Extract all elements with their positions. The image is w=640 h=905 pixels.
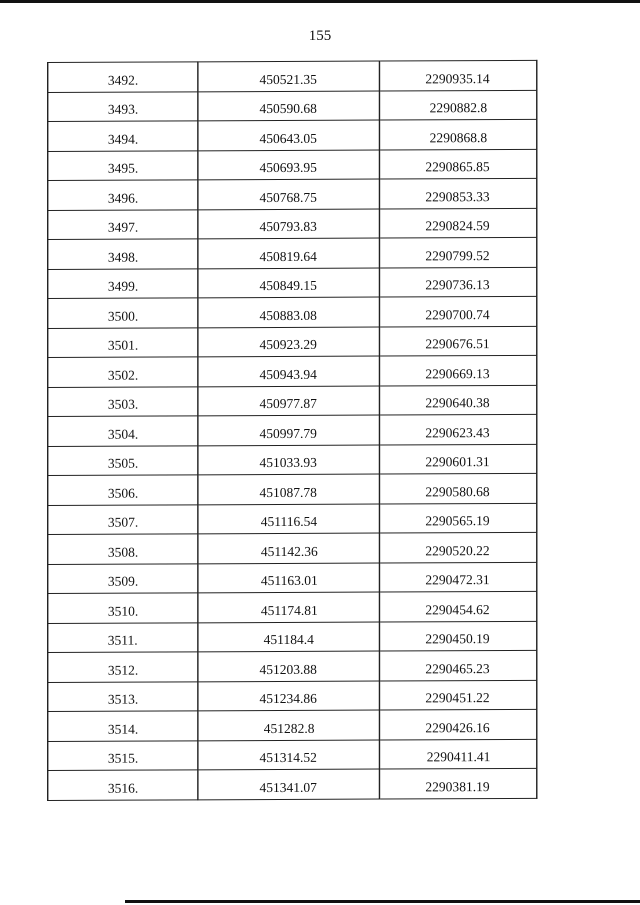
cell-text: 450997.79 [259, 425, 318, 441]
table-row [48, 326, 537, 358]
x-coordinate-cell [198, 533, 380, 563]
x-coordinate-cell [198, 386, 380, 416]
y-coordinate-cell [379, 60, 536, 90]
x-coordinate-cell [198, 91, 380, 121]
cell-text: 450943.94 [259, 366, 318, 382]
cell-text: 3508. [107, 544, 138, 560]
cell-text: 3511. [107, 632, 138, 648]
x-coordinate-cell [198, 356, 380, 386]
table-row [48, 90, 537, 122]
cell-text: 2290381.19 [426, 778, 491, 794]
point-number-cell [48, 445, 198, 475]
cell-text: 2290799.52 [426, 247, 491, 263]
cell-text: 3496. [107, 190, 138, 206]
cell-text: 450590.68 [259, 100, 318, 117]
table-row [48, 562, 537, 594]
cell-text: 2290865.85 [426, 159, 491, 175]
table-row [48, 237, 537, 269]
cell-text: 2290824.59 [426, 218, 491, 234]
point-number-cell [48, 740, 198, 770]
table-row [48, 178, 537, 210]
x-coordinate-cell [198, 622, 380, 652]
cell-text: 2290465.23 [426, 660, 491, 676]
cell-text: 450849.15 [259, 277, 318, 294]
y-coordinate-cell [379, 709, 536, 739]
page-number: 155 [308, 28, 332, 44]
cell-text: 2290601.31 [426, 454, 491, 470]
y-coordinate-cell [379, 621, 536, 651]
cell-text: 3494. [107, 131, 138, 147]
point-number-cell [48, 268, 198, 298]
table-row [48, 119, 537, 151]
x-coordinate-cell [198, 327, 380, 357]
x-coordinate-cell [198, 209, 380, 239]
y-coordinate-cell [379, 149, 536, 179]
table-row [48, 149, 537, 181]
cell-text: 2290640.38 [426, 395, 491, 411]
bottom-scan-border [125, 900, 640, 903]
cell-text: 450883.08 [259, 307, 318, 323]
cell-text: 2290676.51 [426, 336, 491, 352]
table-body [48, 60, 537, 800]
cell-text: 451163.01 [260, 572, 318, 589]
cell-text: 3512. [107, 662, 138, 678]
cell-text: 3513. [107, 691, 138, 707]
cell-text: 451087.78 [259, 484, 318, 500]
y-coordinate-cell [379, 680, 536, 710]
cell-text: 3516. [107, 780, 138, 796]
y-coordinate-cell [379, 296, 536, 326]
point-number-cell [48, 62, 198, 92]
y-coordinate-cell [379, 739, 536, 769]
x-coordinate-cell [198, 474, 380, 504]
table-row [48, 60, 537, 92]
y-coordinate-cell [379, 768, 536, 798]
cell-text: 2290580.68 [426, 483, 491, 499]
cell-text: 2290623.43 [426, 424, 491, 440]
point-number-cell [48, 386, 198, 416]
x-coordinate-cell [198, 179, 380, 209]
y-coordinate-cell [379, 208, 536, 238]
cell-text: 2290520.22 [426, 542, 491, 558]
table-row [48, 680, 537, 712]
point-number-cell [48, 209, 198, 239]
cell-text: 451174.81 [260, 602, 318, 618]
cell-text: 3515. [107, 750, 138, 766]
cell-text: 2290472.31 [426, 572, 491, 588]
cell-text: 450923.29 [259, 336, 318, 353]
point-number-cell [48, 563, 198, 593]
cell-text: 2290736.13 [426, 277, 491, 293]
cell-text: 3509. [107, 573, 138, 589]
cell-text: 2290565.19 [426, 513, 491, 529]
point-number-cell [48, 622, 198, 652]
cell-text: 2290450.19 [426, 631, 491, 647]
cell-text: 3493. [107, 101, 138, 117]
point-number-cell [48, 681, 198, 711]
point-number-cell [48, 327, 198, 357]
cell-text: 3499. [107, 278, 138, 294]
cell-text: 451116.54 [260, 513, 317, 530]
y-coordinate-cell [379, 237, 536, 267]
x-coordinate-cell [198, 238, 380, 268]
point-number-cell [48, 475, 198, 505]
table-row [48, 709, 537, 741]
cell-text: 451142.36 [260, 543, 318, 559]
table-row [48, 296, 537, 328]
y-coordinate-cell [379, 326, 536, 356]
point-number-cell [48, 770, 198, 800]
cell-text: 450977.87 [259, 395, 318, 412]
table-row [48, 267, 537, 299]
cell-text: 3514. [107, 721, 138, 737]
cell-text: 450793.83 [259, 218, 318, 235]
cell-text: 2290411.41 [426, 749, 490, 765]
cell-text: 3505. [107, 455, 138, 471]
point-number-cell [48, 711, 198, 741]
cell-text: 2290700.74 [426, 306, 491, 322]
table-row [48, 591, 537, 623]
cell-text: 3502. [107, 367, 138, 383]
cell-text: 3501. [107, 337, 138, 353]
point-number-cell [48, 652, 198, 682]
cell-text: 450521.35 [259, 71, 318, 87]
x-coordinate-cell [198, 769, 380, 799]
cell-text: 451341.07 [259, 779, 318, 795]
point-number-cell [48, 298, 198, 328]
cell-text: 3500. [107, 308, 138, 324]
cell-text: 451282.8 [263, 720, 315, 736]
cell-text: 2290669.13 [426, 365, 491, 381]
table-row [48, 208, 537, 240]
x-coordinate-cell [198, 592, 380, 622]
cell-text: 2290454.62 [426, 601, 491, 617]
x-coordinate-cell [198, 563, 380, 593]
x-coordinate-cell [198, 150, 380, 180]
cell-text: 3492. [107, 72, 138, 88]
point-number-cell [48, 239, 198, 269]
cell-text: 451184.4 [263, 631, 314, 648]
y-coordinate-cell [379, 473, 536, 503]
table-row [48, 768, 537, 800]
table-row [48, 532, 537, 564]
y-coordinate-cell [379, 355, 536, 385]
table-row [48, 385, 537, 417]
cell-text: 3506. [107, 485, 138, 501]
point-number-cell [48, 121, 198, 151]
y-coordinate-cell [379, 385, 536, 415]
y-coordinate-cell [379, 650, 536, 680]
table-row [48, 473, 537, 505]
cell-text: 451234.86 [259, 690, 318, 707]
cell-text: 450643.05 [259, 130, 318, 146]
cell-text: 450693.95 [259, 159, 318, 176]
x-coordinate-cell [198, 445, 380, 475]
y-coordinate-cell [379, 503, 536, 533]
table-row [48, 621, 537, 653]
y-coordinate-cell [379, 90, 536, 120]
cell-text: 2290451.22 [426, 690, 491, 706]
point-number-cell [48, 357, 198, 387]
cell-text: 3504. [107, 426, 138, 442]
cell-text: 451203.88 [259, 661, 318, 677]
y-coordinate-cell [379, 562, 536, 592]
y-coordinate-cell [379, 267, 536, 297]
x-coordinate-cell [198, 120, 380, 150]
x-coordinate-cell [198, 504, 380, 534]
table-row [48, 414, 537, 446]
x-coordinate-cell [198, 297, 380, 327]
cell-text: 2290868.8 [429, 129, 487, 145]
y-coordinate-cell [379, 119, 536, 149]
table-row [48, 444, 537, 476]
x-coordinate-cell [198, 681, 380, 711]
y-coordinate-cell [379, 414, 536, 444]
cell-text: 3503. [107, 396, 138, 412]
y-coordinate-cell [379, 444, 536, 474]
point-number-cell [48, 91, 198, 121]
point-number-cell [48, 416, 198, 446]
top-scan-border [0, 0, 640, 3]
x-coordinate-cell [198, 268, 380, 298]
x-coordinate-cell [198, 740, 380, 770]
table-row [48, 355, 537, 387]
point-number-cell [48, 150, 198, 180]
cell-text: 451314.52 [259, 749, 318, 766]
table-row [48, 503, 537, 535]
coordinates-table-wrapper [47, 61, 491, 801]
cell-text: 3497. [107, 219, 138, 235]
x-coordinate-cell [198, 651, 380, 681]
cell-text: 2290426.16 [426, 719, 491, 735]
cell-text: 450819.64 [259, 248, 318, 264]
cell-text: 451033.93 [259, 454, 318, 471]
cell-text: 3498. [107, 249, 138, 265]
point-number-cell [48, 504, 198, 534]
cell-text: 450768.75 [259, 189, 318, 205]
cell-text: 3495. [107, 160, 138, 176]
cell-text: 3507. [107, 514, 138, 530]
y-coordinate-cell [379, 532, 536, 562]
cell-text: 3510. [107, 603, 138, 619]
cell-text: 2290935.14 [426, 70, 491, 86]
table-row [48, 739, 537, 771]
x-coordinate-cell [198, 61, 380, 91]
x-coordinate-cell [198, 415, 380, 445]
coordinates-table [47, 60, 537, 801]
point-number-cell [48, 180, 198, 210]
point-number-cell [48, 593, 198, 623]
x-coordinate-cell [198, 710, 380, 740]
point-number-cell [48, 534, 198, 564]
y-coordinate-cell [379, 178, 536, 208]
y-coordinate-cell [379, 591, 536, 621]
cell-text: 2290882.8 [429, 100, 487, 116]
table-row [48, 650, 537, 682]
cell-text: 2290853.33 [426, 188, 491, 204]
